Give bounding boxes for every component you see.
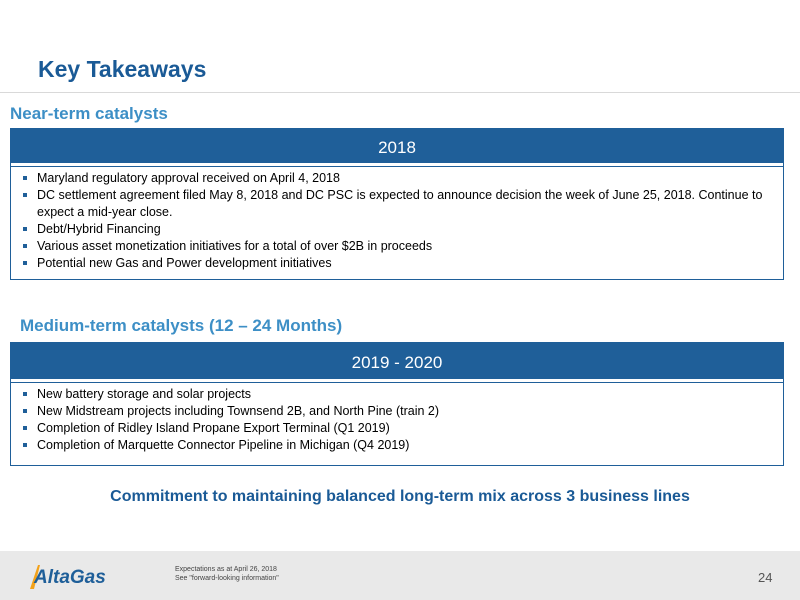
list-item: Completion of Ridley Island Propane Export Terminal (Q1 2019) [21, 420, 763, 437]
bullet-icon [23, 261, 27, 265]
title-divider [0, 92, 800, 93]
bullet-icon [23, 392, 27, 396]
bullet-icon [23, 193, 27, 197]
list-item: DC settlement agreement filed May 8, 2018 and DC PSC is expected to announce decision the week of June 25, 2018. Continue to expect a mid-year close. [21, 187, 763, 221]
altagas-logo [28, 563, 122, 591]
list-item: Debt/Hybrid Financing [21, 221, 763, 238]
near-term-heading: Near-term catalysts [10, 104, 168, 123]
near-term-year-header: 2018 [11, 129, 783, 163]
medium-term-list [11, 383, 783, 454]
bullet-icon [23, 426, 27, 430]
near-term-list [11, 167, 783, 272]
list-item: Potential new Gas and Power development initiatives [21, 255, 763, 272]
list-item: Completion of Marquette Connector Pipeline in Michigan (Q4 2019) [21, 437, 763, 454]
bullet-icon [23, 244, 27, 248]
logo-text: AltaGas [34, 567, 106, 588]
bullet-icon [23, 409, 27, 413]
medium-term-years-header: 2019 - 2020 [11, 343, 783, 379]
page-title: Key Takeaways [38, 56, 207, 82]
bullet-icon [23, 227, 27, 231]
medium-term-heading: Medium-term catalysts (12 – 24 Months) [20, 316, 343, 335]
page-number: 24 [758, 570, 773, 585]
commitment-statement: Commitment to maintaining balanced long-term mix across 3 business lines [110, 488, 690, 505]
near-term-box [10, 128, 784, 280]
list-item: Various asset monetization initiatives for a total of over $2B in proceeds [21, 238, 763, 255]
bullet-icon [23, 176, 27, 180]
list-item: New battery storage and solar projects [21, 386, 763, 403]
list-item: Maryland regulatory approval received on April 4, 2018 [21, 170, 763, 187]
medium-term-box [10, 342, 784, 466]
footer-note: Expectations as at April 26, 2018 See "forward-looking information" [175, 566, 279, 582]
bullet-icon [23, 443, 27, 447]
list-item: New Midstream projects including Townsend 2B, and North Pine (train 2) [21, 403, 763, 420]
